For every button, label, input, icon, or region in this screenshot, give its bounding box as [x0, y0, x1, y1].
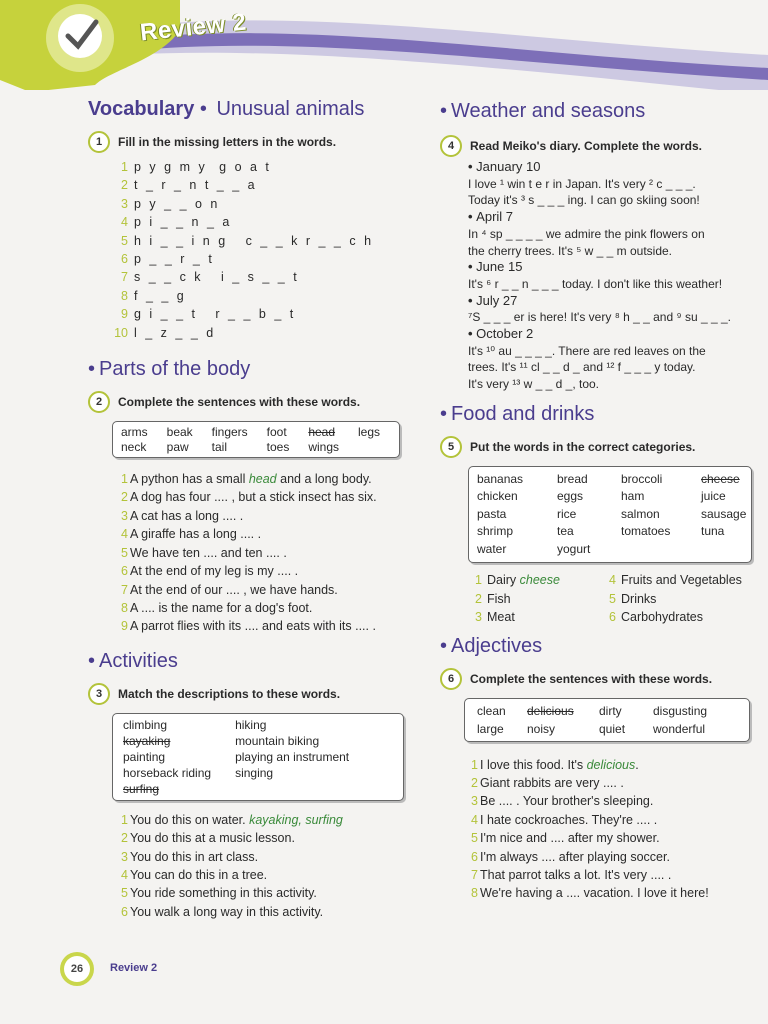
exercise-2-instruction: [88, 391, 418, 413]
list-item: [114, 287, 418, 305]
category-item: [602, 590, 742, 608]
sentence: [114, 507, 418, 525]
body-sentences: [114, 470, 418, 636]
category-label: Meat: [487, 610, 515, 625]
list-item: [114, 195, 418, 213]
food-word-box: [468, 466, 752, 564]
word-eggs: eggs: [557, 489, 584, 504]
parts-of-body-heading: [88, 358, 418, 381]
sentence-text: A python has a small: [130, 472, 249, 487]
sentence-text: You walk a long way in this activity.: [130, 904, 324, 919]
letter-puzzle: g i _ _ t r _ _ b _ t: [134, 307, 296, 322]
word-beak: beak: [166, 425, 193, 440]
letter-puzzle: h i _ _ i n g c _ _ k r _ _ c h: [134, 233, 374, 248]
diary-line: It's very ¹³ w _ _ d _, too.: [468, 377, 600, 392]
item-number: 6: [121, 252, 128, 267]
letter-puzzle: t _ r _ n t _ _ a: [134, 178, 258, 193]
item-number: 2: [121, 831, 128, 846]
item-number: 7: [121, 582, 128, 597]
item-number: 7: [471, 868, 478, 882]
sentence-end: .: [635, 757, 639, 772]
example-answer: head: [248, 472, 277, 487]
food-heading: [440, 403, 758, 426]
bullet-icon: •: [440, 402, 448, 425]
exercise-number: 4: [440, 135, 462, 157]
weather-heading: [440, 100, 758, 123]
sentence-text: We have ten .... and ten .... .: [130, 545, 287, 560]
word-head: head: [308, 425, 336, 440]
sentence-text: A .... is the name for a dog's foot.: [130, 600, 313, 615]
item-number: 9: [121, 307, 128, 322]
instruction-text: Read Meiko's diary. Complete the words.: [470, 139, 703, 153]
sentence: [114, 848, 418, 866]
categories-right: [602, 571, 742, 626]
word-rice: rice: [557, 506, 577, 521]
word-singing: singing: [235, 765, 274, 780]
sentence: [114, 599, 418, 617]
category-label: Fruits and Vegetables: [621, 573, 742, 588]
sentence: [114, 903, 418, 921]
item-number: 2: [121, 178, 128, 193]
diary-date: • July 27: [468, 293, 758, 310]
word-foot: foot: [266, 425, 287, 440]
sentence-text: That parrot talks a lot. It's very .... .: [480, 868, 672, 882]
item-number: 6: [609, 610, 616, 625]
example-answer: delicious: [586, 757, 636, 772]
sentence: [114, 811, 418, 829]
vocabulary-heading-bold: Vocabulary: [88, 98, 195, 120]
sentence-text: I'm always .... after playing soccer.: [480, 849, 670, 864]
word-cheese: cheese: [701, 471, 740, 486]
footer-label: Review 2: [110, 962, 158, 974]
item-number: 8: [471, 886, 478, 901]
word-box: [112, 421, 400, 458]
sentence: [464, 866, 758, 884]
item-number: 4: [471, 812, 478, 827]
sentence: [114, 866, 418, 884]
bullet-icon: •: [440, 634, 448, 657]
sentence: [114, 544, 418, 562]
word-climbing: climbing: [123, 717, 168, 732]
category-label: Fish: [487, 591, 511, 606]
item-number: 4: [609, 573, 616, 588]
exercise-1-instruction: [88, 131, 418, 153]
letter-puzzle: s _ _ c k i _ s _ _ t: [134, 270, 300, 285]
word-tuna: tuna: [701, 524, 725, 539]
exercise-number: 6: [440, 668, 462, 690]
list-item: [114, 305, 418, 323]
word-bananas: bananas: [477, 471, 524, 486]
sentence: [464, 884, 758, 902]
sentence-text: You can do this in a tree.: [130, 867, 268, 882]
sentence: [114, 525, 418, 543]
sentence-text: A cat has a long .... .: [130, 508, 244, 523]
list-item: [114, 213, 418, 231]
item-number: 10: [114, 325, 128, 340]
instruction-text: Complete the sentences with these words.: [118, 395, 361, 410]
page-number: 26: [64, 956, 90, 982]
list-item: [114, 250, 418, 268]
sentence-text: A parrot flies with its .... and eats with its .... .: [130, 619, 376, 634]
diary-line: ⁷S _ _ _ er is here! It's very ⁸ h _ _ and ⁹ su _ _ _.: [468, 310, 731, 325]
word-pasta: pasta: [477, 506, 507, 521]
list-item: [114, 268, 418, 286]
instruction-text: Put the words in the correct categories.: [470, 439, 696, 454]
diary-date: • October 2: [468, 326, 758, 343]
word-legs: legs: [358, 425, 381, 440]
item-number: 2: [471, 775, 478, 790]
sentence: [464, 756, 758, 774]
instruction-text: Complete the sentences with these words.: [470, 671, 713, 686]
bullet-icon: •: [440, 100, 448, 122]
word-quiet: quiet: [599, 721, 626, 736]
category-item: [602, 608, 742, 626]
item-number: 1: [121, 812, 128, 827]
word-arms: arms: [121, 425, 148, 440]
sentence: [114, 617, 418, 635]
food-categories: [468, 571, 758, 626]
word-juice: juice: [701, 489, 726, 504]
word-yogurt: yogurt: [557, 541, 591, 556]
diary-entries: [468, 159, 758, 393]
example-answer: cheese: [519, 573, 560, 588]
section-title: Weather and seasons: [451, 100, 646, 122]
activity-words-right: [235, 717, 349, 797]
sentence-text: We're having a .... vacation. I love it here!: [480, 886, 709, 901]
vocabulary-heading: [88, 98, 418, 121]
sentence: [464, 792, 758, 810]
sentence-end: and a long body.: [276, 472, 372, 487]
item-number: 3: [471, 794, 478, 809]
word-wings: wings: [308, 440, 340, 455]
category-item: [468, 571, 588, 589]
exercise-number: 1: [88, 131, 110, 153]
letter-puzzle: p y _ _ o n: [134, 196, 220, 211]
activity-word-box: [112, 713, 404, 801]
word-delicious: delicious: [527, 703, 574, 718]
letter-puzzle: p _ _ r _ t: [134, 252, 215, 267]
word-fingers: fingers: [211, 425, 248, 440]
diary-line: trees. It's ¹¹ cl _ _ d _ and ¹² f _ _ _ y today.: [468, 360, 696, 375]
sentence-text: Be .... . Your brother's sleeping.: [480, 794, 654, 809]
word-water: water: [477, 541, 507, 556]
word-mountain-biking: mountain biking: [235, 733, 320, 748]
category-label: Drinks: [621, 591, 657, 606]
word-bread: bread: [557, 471, 588, 486]
sentence: [464, 774, 758, 792]
word-disgusting: disgusting: [653, 703, 708, 718]
item-number: 3: [121, 196, 128, 211]
vocab-list: [114, 158, 418, 342]
word-tail: tail: [211, 440, 227, 455]
word-toes: toes: [266, 440, 290, 455]
word-noisy: noisy: [527, 721, 556, 736]
exercise-4-instruction: [440, 135, 758, 157]
category-label: Dairy: [487, 573, 520, 588]
item-number: 4: [121, 527, 128, 542]
bullet-icon: •: [88, 358, 96, 381]
item-number: 5: [121, 545, 128, 560]
sentence: [114, 470, 418, 488]
word-wonderful: wonderful: [653, 721, 706, 736]
section-title: Activities: [99, 649, 178, 672]
category-item: [468, 590, 588, 608]
item-number: 7: [121, 270, 128, 285]
item-number: 5: [121, 886, 128, 901]
word-tea: tea: [557, 524, 574, 539]
list-item: [114, 232, 418, 250]
diary-line: In ⁴ sp _ _ _ _ we admire the pink flowers on: [468, 226, 705, 241]
bullet-icon: •: [88, 649, 96, 672]
adjective-word-box: [464, 698, 750, 742]
item-number: 1: [471, 757, 478, 772]
instruction-text: Fill in the missing letters in the words.: [118, 135, 337, 149]
letter-puzzle: p i _ _ n _ a: [134, 215, 232, 230]
word-neck: neck: [121, 440, 147, 455]
categories-left: [468, 571, 588, 626]
instruction-text: Match the descriptions to these words.: [118, 686, 341, 701]
diary-line: It's ⁶ r _ _ n _ _ _ today. I don't like this weather!: [468, 276, 723, 291]
category-item: [602, 571, 742, 589]
sentence-text: I hate cockroaches. They're .... .: [480, 812, 658, 827]
item-number: 2: [475, 591, 482, 606]
word-chicken: chicken: [477, 489, 518, 504]
sentence-text: You do this at a music lesson.: [130, 831, 295, 846]
word-paw: paw: [166, 440, 189, 455]
section-title: Parts of the body: [99, 358, 251, 381]
exercise-number: 2: [88, 391, 110, 413]
word-ham: ham: [621, 489, 645, 504]
right-column: [440, 100, 758, 903]
adjective-sentences: [464, 756, 758, 903]
category-label: Carbohydrates: [621, 610, 703, 625]
diary-line: Today it's ³ s _ _ _ ing. I can go skiing soon!: [468, 193, 700, 208]
sentence-text: A dog has four .... , but a stick insect has six.: [130, 490, 377, 505]
word-clean: clean: [477, 703, 506, 718]
word-shrimp: shrimp: [477, 524, 514, 539]
activities-heading: [88, 650, 418, 673]
item-number: 9: [121, 619, 128, 634]
category-item: [468, 608, 588, 626]
left-column: [88, 98, 418, 921]
vocabulary-heading-topic: Unusual animals: [216, 98, 365, 120]
diary-line: the cherry trees. It's ⁵ w _ _ m outside.: [468, 243, 673, 258]
diary-date: • April 7: [468, 209, 758, 226]
list-item: [114, 158, 418, 176]
empty-cell: [701, 541, 761, 559]
empty-cell: [621, 541, 701, 559]
item-number: 4: [121, 867, 128, 882]
example-answer: kayaking, surfing: [249, 812, 343, 827]
word-sausage: sausage: [701, 506, 747, 521]
diary-line: I love ¹ win t e r in Japan. It's very ² c _ _ _.: [468, 176, 696, 191]
item-number: 8: [121, 288, 128, 303]
word-dirty: dirty: [599, 703, 622, 718]
word-kayaking: kayaking: [123, 733, 171, 748]
item-number: 3: [475, 610, 482, 625]
sentence-text: A giraffe has a long .... .: [130, 527, 262, 542]
exercise-3-instruction: [88, 683, 418, 705]
word-horseback-riding: horseback riding: [123, 765, 212, 780]
sentence-text: I'm nice and .... after my shower.: [480, 831, 660, 846]
sentence-text: You do this in art class.: [130, 849, 259, 864]
item-number: 3: [121, 849, 128, 864]
word-large: large: [477, 721, 504, 736]
diary-date: • January 10: [468, 159, 758, 176]
item-number: 4: [121, 215, 128, 230]
activity-sentences: [114, 811, 418, 921]
item-number: 5: [471, 831, 478, 846]
letter-puzzle: p y g m y g o a t: [134, 160, 272, 174]
word-hiking: hiking: [235, 717, 267, 732]
review-banner: [0, 0, 768, 90]
word-painting: painting: [123, 749, 166, 764]
sentence: [114, 581, 418, 599]
review-title: Review 2: [138, 8, 248, 47]
item-number: 2: [121, 490, 128, 505]
word-broccoli: broccoli: [621, 471, 663, 486]
list-item: [114, 176, 418, 194]
word-surfing: surfing: [123, 781, 160, 796]
exercise-6-instruction: [440, 668, 758, 690]
item-number: 3: [121, 508, 128, 523]
list-item: [114, 324, 418, 342]
word-salmon: salmon: [621, 506, 660, 521]
bullet-icon: •: [199, 98, 207, 120]
exercise-number: 3: [88, 683, 110, 705]
sentence: [114, 829, 418, 847]
sentence-text: At the end of my leg is my .... .: [130, 564, 299, 579]
item-number: 8: [121, 600, 128, 615]
sentence-text: At the end of our .... , we have hands.: [130, 582, 338, 597]
section-title: Adjectives: [451, 634, 543, 657]
item-number: 1: [121, 160, 128, 174]
sentence: [114, 884, 418, 902]
sentence-text: You do this on water.: [130, 812, 250, 827]
item-number: 5: [609, 591, 616, 606]
word-tomatoes: tomatoes: [621, 524, 671, 539]
item-number: 1: [121, 472, 128, 487]
sentence-text: You ride something in this activity.: [130, 886, 317, 901]
item-number: 1: [475, 573, 482, 588]
letter-puzzle: l _ z _ _ d: [134, 325, 216, 340]
item-number: 6: [121, 904, 128, 919]
activity-words-left: [123, 717, 211, 797]
diary-line: It's ¹⁰ au _ _ _ _. There are red leaves on the: [468, 343, 706, 358]
sentence-text: Giant rabbits are very .... .: [480, 775, 624, 790]
page-number-badge: [60, 952, 94, 986]
word-playing-an-instrument: playing an instrument: [235, 749, 350, 764]
sentence: [464, 829, 758, 847]
letter-puzzle: f _ _ g: [134, 288, 187, 303]
item-number: 6: [471, 849, 478, 864]
sentence: [114, 488, 418, 506]
sentence: [464, 811, 758, 829]
exercise-5-instruction: [440, 436, 758, 458]
item-number: 5: [121, 233, 128, 248]
adjectives-heading: [440, 635, 758, 658]
section-title: Food and drinks: [451, 402, 595, 425]
sentence: [114, 562, 418, 580]
item-number: 6: [121, 564, 128, 579]
diary-date: • June 15: [468, 259, 758, 276]
sentence: [464, 848, 758, 866]
sentence-text: I love this food. It's: [480, 757, 587, 772]
exercise-number: 5: [440, 436, 462, 458]
